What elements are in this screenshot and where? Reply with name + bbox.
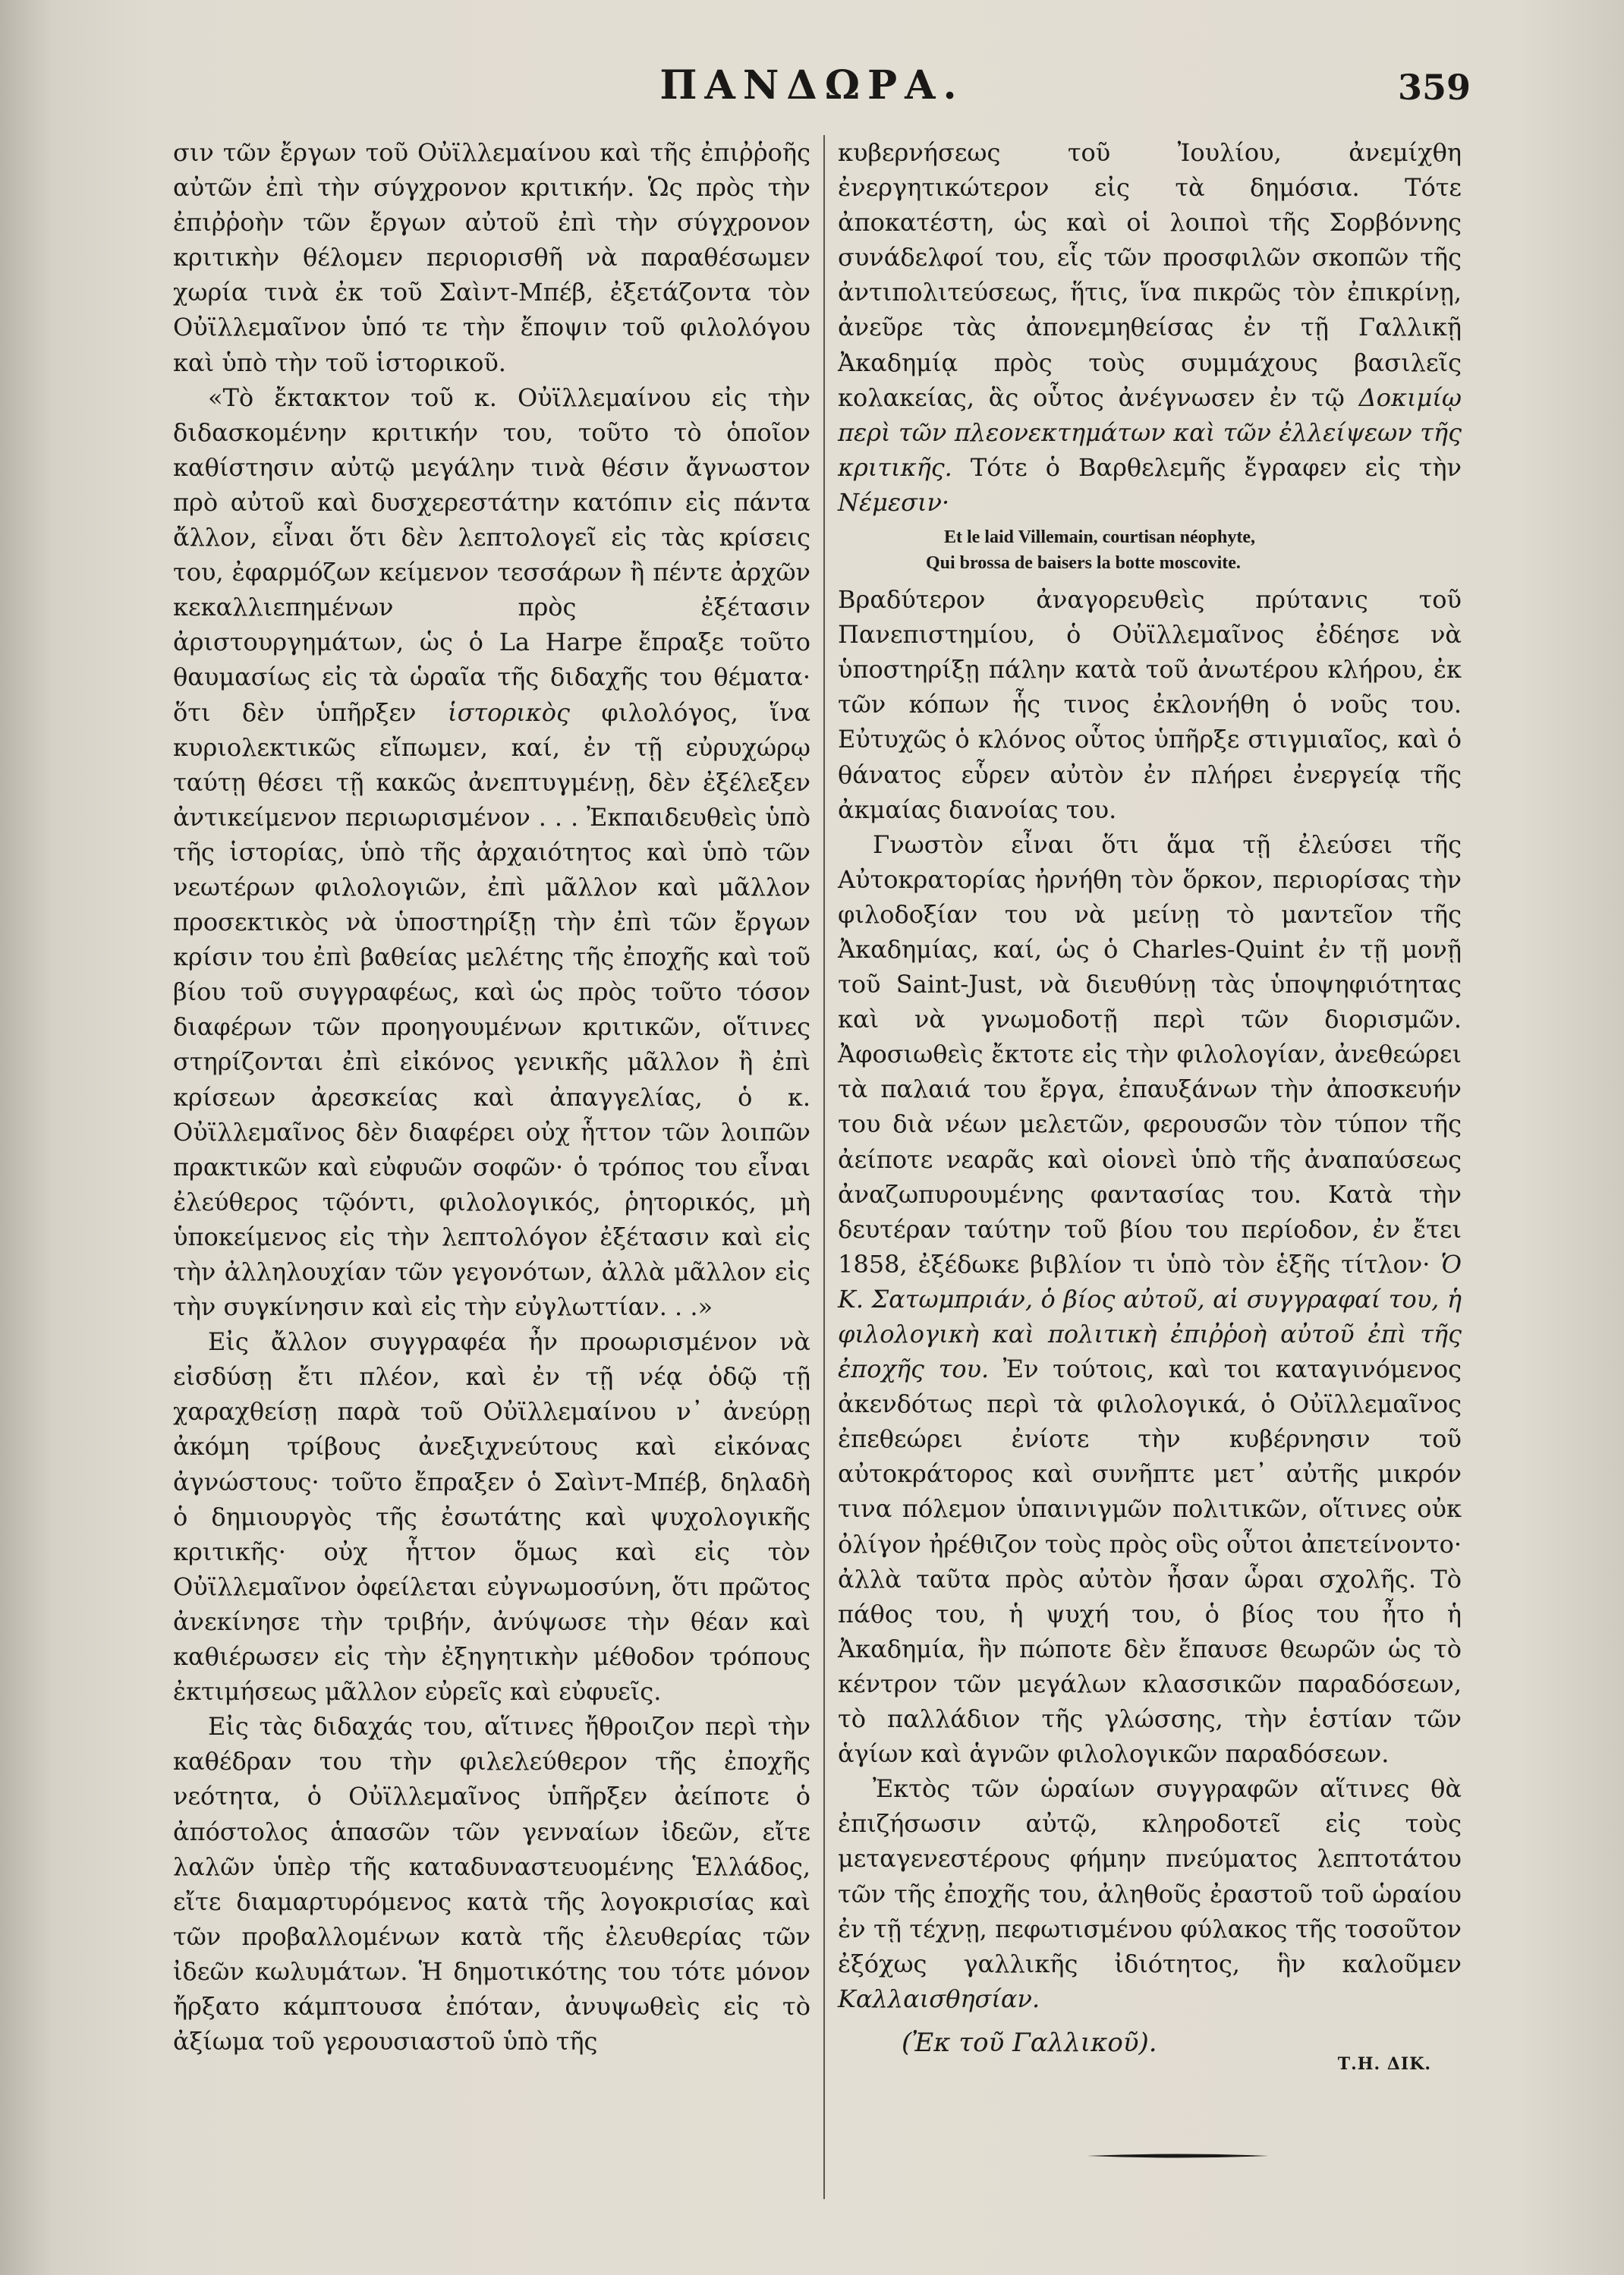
emphasis: Νέμεσιν· xyxy=(838,487,950,517)
paragraph: Εἰς τὰς διδαχάς του, αἵτινες ἤθροιζον περὶ τὴν καθέδραν του τὴν φιλελεύθερον τῆς ἐποχῆς νεότητα, ὁ Οὐϊλλεμαῖνος ὑπῆρξεν ἀείποτε ὁ ἀπόστολος ἁπασῶν τῶν γενναίων ἰδεῶν, εἴτε λαλῶν ὑπὲρ τῆς καταδυναστευομένης Ἑλλάδος, εἴτε διαμαρτυρόμενος κατὰ τῆς λογοκρισίας καὶ τῶν προβαλλομένων κατὰ τῆς ἐλευθερίας τῶν ἰδεῶν κωλυμάτων. Ἡ δημοτικότης του τότε μόνον ἤρξατο κάμπτουσα ἐπόταν, ἀνυψωθεὶς εἰς τὸ ἀξίωμα τοῦ γερουσιαστοῦ ὑπὸ τῆς xyxy=(173,1712,810,2056)
emphasis: ἱστορικὸς xyxy=(448,697,570,727)
verse-line: Qui brossa de baisers la botte moscovite. xyxy=(926,553,1241,574)
emphasis: Ὁ Κ. Σατωμπριάν, ὁ βίος αὐτοῦ, αἱ συγγραφαί του, ἡ φιλολογικὴ καὶ πολιτικὴ ἐπιῤῥοὴ αὐτοῦ ἐπὶ τῆς ἐποχῆς του. xyxy=(838,1249,1462,1384)
running-title: ΠΑΝΔΩΡΑ. xyxy=(659,62,965,109)
text-run: Ἐκτὸς τῶν ὡραίων συγγραφῶν αἵτινες θὰ ἐπιζήσωσιν αὐτῷ, κληροδοτεῖ εἰς τοὺς μεταγενεστέρους φήμην πνεύματος λεπτοτάτου τῶν τῆς ἐποχῆς του, ἀληθοῦς ἐραστοῦ τοῦ ὡραίου ἐν τῇ τέχνῃ, πεφωτισμένου φύλακος τῆς τοσοῦτον ἐξόχως γαλλικῆς ἰδιότητος, ἣν καλοῦμεν xyxy=(838,1774,1462,1978)
verse-line: Et le laid Villemain, courtisan néophyte, xyxy=(944,527,1256,548)
left-column xyxy=(173,135,810,2059)
emphasis: Δοκιμίῳ περὶ τῶν πλεονεκτημάτων καὶ τῶν ἐλλείψεων τῆς κριτικῆς. xyxy=(838,382,1462,482)
source-line xyxy=(838,2025,1462,2074)
page-number: 359 xyxy=(1397,67,1471,108)
paragraph xyxy=(838,135,1462,520)
paragraph xyxy=(838,827,1462,1772)
text-run: Γνωστὸν εἶναι ὅτι ἅμα τῇ ἐλεύσει τῆς Αὐτοκρατορίας ἠρνήθη τὸν ὅρκον, περιορίσας τὴν φιλοδοξίαν του νὰ μείνῃ τὸ μαντεῖον τῆς Ἀκαδημίας, καί, ὡς ὁ Charles-Quint ἐν τῇ μονῇ τοῦ Saint-Just, νὰ διευθύνῃ τὰς ὑποψηφιότητας καὶ νὰ γνωμοδοτῇ περὶ τῶν διορισμῶν. Ἀφοσιωθεὶς ἔκτοτε εἰς τὴν φιλολογίαν, ἀνεθεώρει τὰ παλαιά του ἔργα, ἐπαυξάνων τὴν ἀποσκευήν του διὰ νέων μελετῶν, φερουσῶν τὸν τύπον τῆς ἀείποτε νεαρᾶς καὶ οἱονεὶ ὑπὸ τῆς ἀναπαύσεως ἀναζωπυρουμένης φαντασίας του. Κατὰ τὴν δευτέραν ταύτην τοῦ βίου του περίοδον, ἐν ἔτει 1858, ἐξέδωκε βιβλίον τι ὑπὸ τὸν ἑξῆς τίτλον· xyxy=(838,829,1462,1279)
page-header xyxy=(159,62,1471,123)
paragraph: Βραδύτερον ἀναγορευθεὶς πρύτανις τοῦ Πανεπιστημίου, ὁ Οὐϊλλεμαῖνος ἐδέησε νὰ ὑποστηρίξῃ πάλην κατὰ τοῦ ἀνωτέρου κλήρου, ἐκ τῶν κόπων ἧς τινος ἐκλονήθη ὁ νοῦς του. Εὐτυχῶς ὁ κλόνος οὗτος ὑπῆρξε στιγμιαῖος, καὶ ὁ θάνατος εὗρεν αὐτὸν ἐν πλήρει ἐνεργείᾳ τῆς ἀκμαίας διανοίας του. xyxy=(838,585,1462,824)
verse-quote xyxy=(838,524,1462,576)
quoted-paragraph xyxy=(173,380,810,1325)
text-run: κυβερνήσεως τοῦ Ἰουλίου, ἀνεμίχθη ἐνεργητικώτερον εἰς τὰ δημόσια. Τότε ἀποκατέστη, ὡς καὶ οἱ λοιποὶ τῆς Σορβόννης συνάδελφοί του, εἷς τῶν προσφιλῶν σκοπῶν τῆς ἀντιπολιτεύσεως, ἥτις, ἵνα πικρῶς τὸν ἐπικρίνῃ, ἀνεῦρε τὰς ἀπονεμηθείσας ἐν τῇ Γαλλικῇ Ἀκαδημίᾳ πρὸς τοὺς συμμάχους βασιλεῖς κολακείας, ἃς οὗτος ἀνέγνωσεν ἐν τῷ xyxy=(838,138,1462,412)
text-run: Ἐν τούτοις, καὶ τοι καταγινόμενος ἀκενδότως περὶ τὰ φιλολογικά, ὁ Οὐϊλλεμαῖνος ἐπεθεώρει ἐνίοτε τὴν κυβέρνησιν τοῦ αὐτοκράτορος καὶ συνῆπτε μετ᾽ αὐτῆς μικρόν τινα πόλεμον ὑπαινιγμῶν πολιτικῶν, οἵτινες οὐκ ὀλίγον ἠρέθιζον τοὺς πρὸς οὓς οὗτοι ἀπετείνοντο· ἀλλὰ ταῦτα πρὸς αὐτὸν ἦσαν ὧραι σχολῆς. Τὸ πάθος του, ἡ ψυχή του, ὁ βίος του ἦτο ἡ Ἀκαδημία, ἣν πώποτε δὲν ἔπαυσε θεωρῶν ὡς τὸ κέντρον τῶν μεγάλων κλασσικῶν παραδόσεων, τὸ παλλάδιον τῆς γλώσσης, τὴν ἑστίαν τῶν ἁγίων καὶ ἁγνῶν φιλολογικῶν παραδόσεων. xyxy=(838,1355,1462,1769)
text-run: Τότε ὁ Βαρθελεμῆς ἔγραφεν εἰς τὴν xyxy=(970,452,1462,482)
paragraph xyxy=(838,1771,1462,2016)
signature: Τ.Η. ΔΙΚ. xyxy=(1337,2053,1431,2074)
text-run: «Τὸ ἔκτακτον τοῦ κ. Οὐϊλλεμαίνου εἰς τὴν διδασκομένην κριτικήν του, τοῦτο τὸ ὁποῖον καθίστησιν αὐτῷ μεγάλην τινὰ θέσιν ἄγνωστον πρὸ αὐτοῦ καὶ δυσχερεστάτην κατόπιν εἰς πάντα ἄλλον, εἶναι ὅτι δὲν λεπτολογεῖ εἰς τὰς κρίσεις του, ἐφαρμόζων κείμενον τεσσάρων ἢ πέντε ἀρχῶν κεκαλλιεπημένων πρὸς ἐξέτασιν ἀριστουργημάτων, ὡς ὁ La Harpe ἔπραξε τοῦτο θαυμασίως εἰς τὰ ὡραῖα τῆς διδαχῆς του θέματα· ὅτι δὲν ὑπῆρξεν xyxy=(173,382,810,727)
right-column xyxy=(838,135,1462,2074)
emphasis: Καλλαισθησίαν. xyxy=(838,1984,1040,2013)
paragraph: Εἰς ἄλλον συγγραφέα ἦν προωρισμένον νὰ εἰσδύσῃ ἔτι πλέον, καὶ ἐν τῇ νέᾳ ὁδῷ τῇ χαραχθείσῃ παρὰ τοῦ Οὐϊλλεμαίνου ν᾽ ἀνεύρῃ ἀκόμη τρίβους ἀνεξιχνεύτους καὶ εἰκόνας ἀγνώστους· τοῦτο ἔπραξεν ὁ Σαὶντ-Μπέβ, δηλαδὴ ὁ δημιουργὸς τῆς ἐσωτάτης καὶ ψυχολογικῆς κριτικῆς· οὐχ ἧττον ὅμως καὶ εἰς τὸν Οὐϊλλεμαῖνον ὀφείλεται εὐγνωμοσύνη, ὅτι πρῶτος ἀνεκίνησε τὴν τριβήν, ἀνύψωσε τὴν θέαν καὶ καθιέρωσεν εἰς τὴν ἐξηγητικὴν μέθοδον τρόπους ἐκτιμήσεως μᾶλλον εὐρεῖς καὶ εὐφυεῖς. xyxy=(173,1327,810,1707)
column-divider xyxy=(823,135,825,2199)
source-note: (Ἐκ τοῦ Γαλλικοῦ). xyxy=(902,2027,1157,2058)
end-rule-ornament xyxy=(1087,2152,1269,2160)
paragraph: σιν τῶν ἔργων τοῦ Οὐϊλλεμαίνου καὶ τῆς ἐπιῤῥοῆς αὐτῶν ἐπὶ τὴν σύγχρονον κριτικήν. Ὡς πρὸς τὴν ἐπιῤῥοὴν τῶν ἔργων αὐτοῦ ἐπὶ τὴν σύγχρονον κριτικὴν θέλομεν περιορισθῆ νὰ παραθέσωμεν χωρία τινὰ ἐκ τοῦ Σαὶντ-Μπέβ, ἐξετάζοντα τὸν Οὐϊλλεμαῖνον ὑπό τε τὴν ἔποψιν τοῦ φιλολόγου καὶ ὑπὸ τὴν τοῦ ἱστορικοῦ. xyxy=(173,138,810,377)
text-run: φιλολόγος, ἵνα κυριολεκτικῶς εἴπωμεν, καί, ἐν τῇ εὐρυχώρῳ ταύτῃ θέσει τῇ κακῶς ἀνεπτυγμένῃ, δὲν ἐξέλεξεν ἀντικείμενον περιωρισμένον . . . Ἐκπαιδευθεὶς ὑπὸ τῆς ἱστορίας, ὑπὸ τῆς ἀρχαιότητος καὶ ὑπὸ τῶν νεωτέρων φιλολογιῶν, ἐπὶ μᾶλλον καὶ μᾶλλον προσεκτικὸς νὰ ὑποστηρίξῃ τὴν ἐπὶ τῶν ἔργων κρίσιν του ἐπὶ βαθείας μελέτης τῆς ἐποχῆς καὶ τοῦ βίου τοῦ συγγραφέως, καὶ ὡς πρὸς τοῦτο τόσον διαφέρων τῶν προηγουμένων κριτικῶν, οἵτινες στηρίζονται ἐπὶ εἰκόνος γενικῆς μᾶλλον ἢ ἐπὶ κρίσεων ἀρεσκείας καὶ ἀπαγγελίας, ὁ κ. Οὐϊλλεμαῖνος δὲν διαφέρει οὐχ ἧττον τῶν λοιπῶν πρακτικῶν καὶ εὐφυῶν σοφῶν· ὁ τρόπος του εἶναι ἐλεύθερος τῷόντι, φιλολογικός, ῥητορικός, μὴ ὑποκείμενος εἰς τὴν λεπτολόγον ἐξέτασιν καὶ εἰς τὴν ἀλληλουχίαν τῶν γεγονότων, ἀλλὰ μᾶλλον εἰς τὴν συγκίνησιν καὶ εἰς τὴν εὐγλωττίαν. . .» xyxy=(173,697,811,1322)
